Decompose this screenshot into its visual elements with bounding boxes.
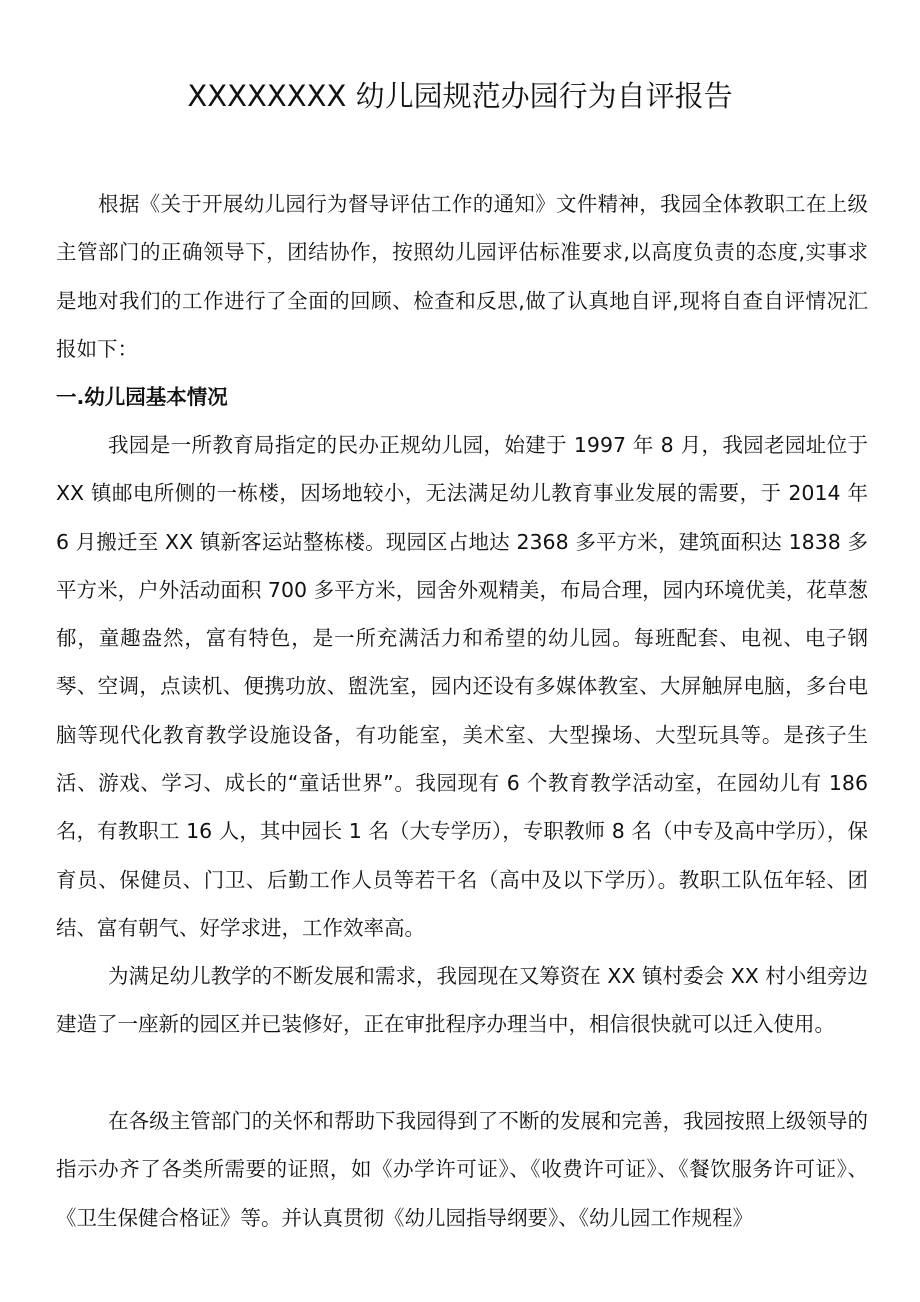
licenses-paragraph: 在各级主管部门的关怀和帮助下我园得到了不断的发展和完善，我园按照上级领导的指示办齐了各类所需要的证照，如《办学许可证》、《收费许可证》、《餐饮服务许可证》、《卫生保健合格证》等。并认真贯彻《幼儿园指导纲要》、《幼儿园工作规程》 — [56, 1109, 868, 1230]
basic-info-paragraph: 我园是一所教育局指定的民办正规幼儿园，始建于 1997 年 8 月，我园老园址位于 XX 镇邮电所侧的一栋楼，因场地较小，无法满足幼儿教育事业发展的需要，于 2014 年 6 月搬迁至 XX 镇新客运站整栋楼。现园区占地达 2368 多平方米，建筑面积达 1838 多平方米，户外活动面积 700 多平方米，园舍外观精美，布局合理，园内环境优美，花草葱郁，童趣盎然，富有特色，是一所充满活力和希望的幼儿园。每班配套、电视、电子钢琴、空调，点读机、便携功放、盥洗室，园内还设有多媒体教室、大屏触屏电脑，多台电脑等现代化教育教学设施设备，有功能室，美术室、大型操场、大型玩具等。是孩子生活、游戏、学习、成长的“童话世界”。我园现有 6 个教育教学活动室，在园幼儿有 186 名，有教职工 16 人，其中园长 1 名（大专学历），专职教师 8 名（中专及高中学历），保育员、保健员、门卫、后勤工作人员等若干名（高中及以下学历）。教职工队伍年轻、团结、富有朝气、好学求进，工作效率高。 — [56, 433, 868, 940]
new-campus-paragraph: 为满足幼儿教学的不断发展和需求，我园现在又筹资在 XX 镇村委会 XX 村小组旁边建造了一座新的园区并已装修好，正在审批程序办理当中，相信很快就可以迁入使用。 — [56, 964, 868, 1037]
section-heading-basic-info: 一.幼儿园基本情况 — [56, 385, 228, 409]
intro-paragraph: 根据《关于开展幼儿园行为督导评估工作的通知》文件精神，我园全体教职工在上级主管部门的正确领导下，团结协作，按照幼儿园评估标准要求,以高度负责的态度,实事求是地对我们的工作进行了全面的回顾、检查和反思,做了认真地自评,现将自查自评情况汇报如下： — [56, 192, 868, 361]
document-title: XXXXXXXX 幼儿园规范办园行为自评报告 — [187, 79, 733, 113]
